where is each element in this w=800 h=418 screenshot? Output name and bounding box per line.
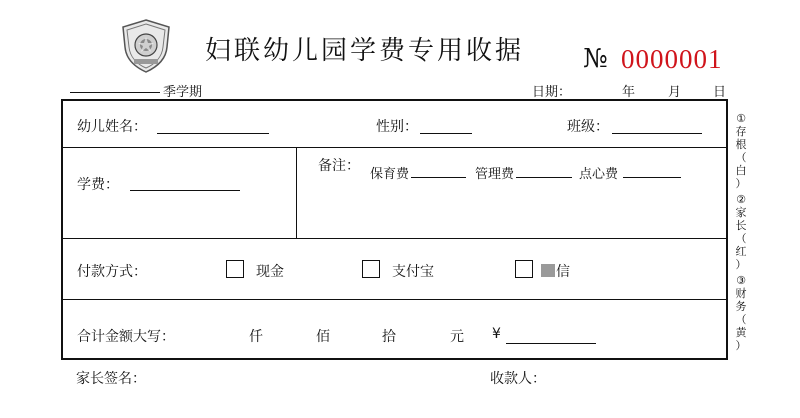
receipt-table xyxy=(61,99,728,360)
semester-label: 季学期 xyxy=(163,85,203,100)
snack-fee-label: 点心费 xyxy=(579,167,619,182)
row-divider-2 xyxy=(63,238,726,239)
total-amount-label: 合计金额大写： xyxy=(77,329,175,345)
parent-signature-label: 家长签名： xyxy=(76,371,146,387)
redacted-mark xyxy=(541,264,555,277)
unit-qian: 仟 xyxy=(249,329,263,345)
unit-bai: 佰 xyxy=(316,329,330,345)
payee-label: 收款人： xyxy=(490,371,546,387)
tuition-label: 学费： xyxy=(77,177,119,193)
copy-label-finance: ③ 财 务 （ 黄 ） xyxy=(735,274,747,352)
alipay-checkbox[interactable] xyxy=(362,260,380,278)
gender-field[interactable] xyxy=(420,133,472,134)
alipay-label: 支付宝 xyxy=(392,264,434,280)
copy-label-parent: ② 家 长 （ 红 ） xyxy=(735,193,747,271)
unit-shi: 拾 xyxy=(382,329,396,345)
day-label: 日 xyxy=(713,85,727,100)
nursery-fee-label: 保育费 xyxy=(370,167,410,182)
receipt-title: 妇联幼儿园学费专用收据 xyxy=(205,36,525,66)
yen-symbol: ¥ xyxy=(492,326,501,342)
gender-label: 性别： xyxy=(376,119,418,135)
child-name-label: 幼儿姓名： xyxy=(77,119,147,135)
wechat-checkbox[interactable] xyxy=(515,260,533,278)
receipt-number: 0000001 xyxy=(621,44,723,74)
child-name-field[interactable] xyxy=(157,133,269,134)
amount-field[interactable] xyxy=(506,343,596,344)
wechat-label xyxy=(541,261,570,281)
snack-fee-field[interactable] xyxy=(623,177,681,178)
class-field[interactable] xyxy=(612,133,702,134)
cash-checkbox[interactable] xyxy=(226,260,244,278)
logo-badge-icon xyxy=(117,17,175,75)
unit-yuan: 元 xyxy=(450,329,464,345)
tuition-field[interactable] xyxy=(130,190,240,191)
number-symbol: № xyxy=(583,44,608,74)
remarks-label: 备注： xyxy=(318,158,360,174)
wechat-label-text: 信 xyxy=(556,264,570,280)
payment-method-label: 付款方式： xyxy=(77,264,147,280)
year-label: 年 xyxy=(622,85,636,100)
nursery-fee-field[interactable] xyxy=(411,177,466,178)
row-divider-3 xyxy=(63,299,726,300)
management-fee-label: 管理费 xyxy=(475,167,515,182)
date-label: 日期： xyxy=(532,85,572,100)
semester-blank[interactable] xyxy=(70,92,160,93)
cash-label: 现金 xyxy=(256,264,284,280)
management-fee-field[interactable] xyxy=(516,177,572,178)
month-label: 月 xyxy=(668,85,682,100)
class-label: 班级： xyxy=(567,119,609,135)
remarks-divider xyxy=(296,147,297,238)
row-divider-1 xyxy=(63,147,726,148)
copy-label-stub: ① 存 根 （ 白 ） xyxy=(735,112,747,190)
